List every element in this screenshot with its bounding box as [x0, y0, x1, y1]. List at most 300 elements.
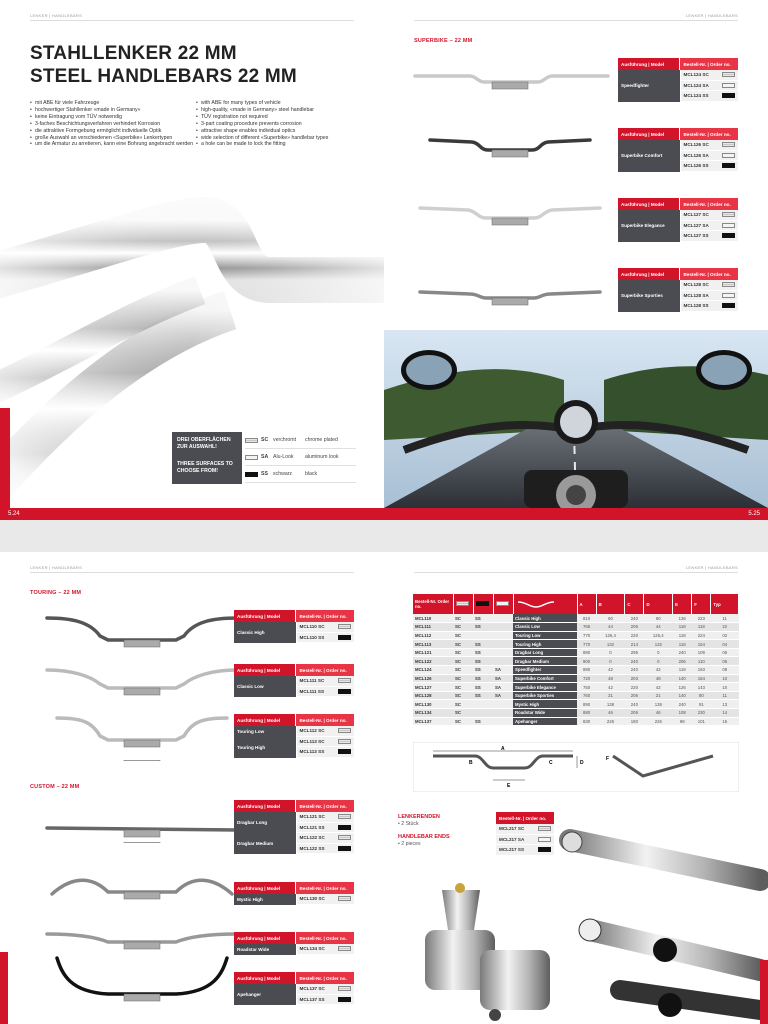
table-row — [297, 894, 355, 905]
table-row — [297, 984, 355, 995]
list-item: • hochwertiger Stahllenker «made in Germany» — [30, 107, 198, 114]
order-code: MCL124 SA — [683, 82, 709, 88]
dimension-cell: 800 — [577, 657, 596, 666]
dimension-cell: 830 — [577, 717, 596, 726]
order-table-header — [234, 800, 354, 812]
dimension-cell: 0 — [596, 648, 625, 657]
order-code: MCL111 SS — [299, 688, 325, 694]
dimension-cell: 60 — [596, 614, 625, 623]
dimension-cell: 765 — [577, 623, 596, 632]
dimension-cell: 230 — [692, 709, 711, 718]
table-row — [297, 823, 355, 834]
ss-cell: SS — [473, 666, 493, 675]
dimension-cell: 220 — [625, 631, 644, 640]
order-table-header — [234, 932, 354, 944]
dim-label-e: E — [507, 783, 511, 789]
order-table-header — [618, 58, 738, 70]
surface-swatch — [338, 678, 351, 683]
dimension-cell: 14 — [711, 709, 739, 718]
dimension-cell: 206 — [673, 657, 692, 666]
col-model: Ausführung | Model — [234, 664, 295, 676]
spec-col-b: B — [596, 594, 625, 614]
dimension-cell: 06 — [711, 657, 739, 666]
order-no-cell: MCL110 — [413, 614, 453, 623]
sc-cell: SC — [453, 691, 473, 700]
model-name: Dragbar Long — [234, 812, 296, 833]
col-model: Ausführung | Model — [234, 714, 295, 726]
surface-swatch — [338, 739, 351, 744]
page-title — [30, 42, 297, 88]
title-de: STAHLLENKER 22 MM — [30, 43, 237, 64]
order-code: MCL127 SA — [683, 222, 709, 228]
red-edge-tab — [0, 952, 8, 1024]
table-row — [297, 622, 355, 633]
dimension-cell: 220 — [625, 683, 644, 692]
section-title-touring: TOURING – 22 MM — [30, 590, 82, 596]
header-divider — [414, 20, 738, 21]
order-code: MCL126 SA — [683, 152, 709, 158]
surface-code: SA — [261, 454, 269, 460]
table-row — [681, 70, 739, 81]
order-no-cell: MCL128 — [413, 691, 453, 700]
surface-swatch — [722, 233, 735, 238]
dimension-cell: 22 — [711, 623, 739, 632]
dimension-cell: 240 — [625, 614, 644, 623]
order-table — [234, 972, 354, 1005]
feature-list-de — [30, 100, 198, 148]
dimension-cell: 0 — [644, 648, 673, 657]
section-title-custom: CUSTOM – 22 MM — [30, 784, 80, 790]
table-row — [297, 995, 355, 1006]
dimension-diagram — [413, 742, 739, 792]
order-code: MCL121 SS — [299, 824, 325, 830]
order-table-header — [618, 198, 738, 210]
section-title-superbike: SUPERBIKE – 22 MM — [414, 38, 473, 44]
dimension-cell: 890 — [577, 700, 596, 709]
bar-ends-title-en: HANDLEBAR ENDS — [398, 834, 450, 840]
black-swatch — [476, 601, 489, 606]
spec-col-shape — [513, 594, 577, 614]
bar-ends-text: LENKERENDEN • 2 Stück HANDLEBAR ENDS • 2 pieces — [398, 814, 450, 847]
dimension-cell: 206 — [625, 709, 644, 718]
spec-header-row — [413, 594, 739, 614]
chrome-swatch — [245, 438, 258, 443]
header-divider — [414, 572, 738, 573]
model-cell: Superbike Comfort — [513, 674, 577, 683]
table-row — [413, 683, 739, 692]
dimension-cell: 214 — [625, 640, 644, 649]
dimension-cell: 140 — [673, 674, 692, 683]
order-code: MCL217 SC — [499, 826, 525, 832]
model-cell: Touring Low — [513, 631, 577, 640]
dimension-cell: 108 — [673, 709, 692, 718]
table-row — [297, 737, 355, 748]
dimension-cell: 126 — [673, 683, 692, 692]
dimension-cell: 240 — [625, 700, 644, 709]
sc-cell: SC — [453, 709, 473, 718]
spec-col-a: A — [577, 594, 596, 614]
catalog-page-5-24 — [0, 0, 384, 520]
order-table — [234, 800, 354, 854]
bar-ends-order-header: Bestell-Nr. | Order no. — [496, 812, 554, 824]
sa-cell — [493, 709, 513, 718]
table-row — [413, 700, 739, 709]
surface-swatch — [338, 814, 351, 819]
sc-cell: SC — [453, 674, 473, 683]
table-row — [681, 81, 739, 92]
dimension-cell: 08 — [711, 666, 739, 675]
surface-swatch — [722, 72, 735, 77]
sa-cell: SA — [493, 674, 513, 683]
order-table — [234, 664, 354, 697]
dimension-cell: 0 — [596, 657, 625, 666]
surface-swatch — [338, 846, 351, 851]
model-name: Classic High — [234, 622, 296, 643]
surface-row-sc — [245, 432, 356, 449]
dimension-cell: 206 — [625, 691, 644, 700]
order-code: MCL127 SC — [683, 212, 709, 218]
ss-cell — [473, 709, 493, 718]
model-name: Touring High — [234, 737, 296, 758]
dimension-cell: 880 — [577, 648, 596, 657]
col-order: Bestell-Nr. | Order no. — [680, 58, 738, 70]
dimension-cell: 810 — [577, 614, 596, 623]
order-code: MCL217 SA — [499, 836, 525, 842]
sa-cell: SA — [493, 683, 513, 692]
ss-cell: SS — [473, 657, 493, 666]
dimension-cell: 132 — [644, 640, 673, 649]
surface-swatch — [338, 825, 351, 830]
col-model: Ausführung | Model — [234, 800, 295, 812]
sa-cell — [493, 700, 513, 709]
surface-swatch — [722, 303, 735, 308]
table-row — [297, 944, 355, 955]
model-name: Superbike Elegance — [618, 210, 680, 242]
table-row — [297, 687, 355, 698]
list-item: • attractive shape enables individual optics — [196, 128, 364, 135]
spec-col-e: E — [673, 594, 692, 614]
dimension-cell: 06 — [711, 648, 739, 657]
surface-swatch — [722, 223, 735, 228]
order-table — [618, 198, 738, 242]
sa-cell — [493, 631, 513, 640]
list-item: • um die Armatur zu arretieren, kann eine Bohrung angebracht werden — [30, 141, 198, 148]
ss-cell: SS — [473, 717, 493, 726]
dimension-cell: 42 — [644, 666, 673, 675]
table-row — [413, 666, 739, 675]
dim-label-d: D — [580, 760, 584, 766]
table-row — [413, 640, 739, 649]
dimension-cell: 21 — [596, 691, 625, 700]
page-header: LENKER | HANDLEBARS — [30, 13, 83, 18]
list-item: • keine Eintragung vom TÜV notwendig — [30, 114, 198, 121]
surface-swatch — [722, 212, 735, 217]
model-cell: Touring High — [513, 640, 577, 649]
surface-name-en: aluminum look — [305, 454, 339, 460]
order-table-header — [234, 972, 354, 984]
ss-cell: SS — [473, 691, 493, 700]
sc-cell: SC — [453, 614, 473, 623]
order-no-cell: MCL121 — [413, 648, 453, 657]
list-item: • high-quality, «made in Germany» steel handlebar — [196, 107, 364, 114]
order-code: MCL127 SS — [683, 233, 709, 239]
surface-name-de: Alu-Look — [273, 454, 294, 460]
table-row — [681, 140, 739, 151]
surface-swatch — [338, 689, 351, 694]
order-no-cell: MCL130 — [413, 700, 453, 709]
handlebar-image — [410, 130, 610, 164]
dimension-cell: 154 — [692, 640, 711, 649]
surface-swatch — [338, 946, 351, 951]
table-row — [681, 210, 739, 221]
order-table — [234, 714, 354, 758]
sc-cell: SC — [453, 640, 473, 649]
table-row — [297, 812, 355, 823]
table-row — [297, 633, 355, 644]
dimension-cell: 126,4 — [644, 631, 673, 640]
model-name: Touring Low — [234, 726, 296, 737]
sa-cell: SA — [493, 666, 513, 675]
ss-cell: SS — [473, 648, 493, 657]
footer-bar — [0, 508, 384, 520]
model-cell: Roadstar Wide — [513, 709, 577, 718]
list-item: • 3-part coating procedure prevents corrosion — [196, 121, 364, 128]
surface-swatch — [722, 153, 735, 158]
surface-swatch — [722, 142, 735, 147]
order-code: MCL126 SC — [683, 142, 709, 148]
order-table-header — [234, 714, 354, 726]
page-header: LENKER | HANDLEBARS — [30, 565, 83, 570]
table-row — [681, 91, 739, 102]
spec-col-sa — [493, 594, 513, 614]
dimension-cell: 760 — [577, 691, 596, 700]
order-code: MCL137 SC — [299, 986, 325, 992]
col-order: Bestell-Nr. | Order no. — [680, 268, 738, 280]
handlebar-image — [410, 280, 610, 314]
surface-swatch — [338, 997, 351, 1002]
dimension-cell: 80 — [692, 691, 711, 700]
page-header: LENKER | HANDLEBARS — [685, 13, 738, 18]
dimension-cell: 119 — [673, 666, 692, 675]
surface-swatch — [722, 282, 735, 287]
table-row — [413, 657, 739, 666]
red-edge-tab — [0, 408, 10, 508]
dimension-cell: 91 — [692, 700, 711, 709]
ss-cell: SS — [473, 683, 493, 692]
sc-cell: SC — [453, 717, 473, 726]
dimension-cell: 770 — [577, 631, 596, 640]
dimension-cell: 10 — [711, 674, 739, 683]
dimension-cell: 203 — [625, 674, 644, 683]
order-code: MCL124 SS — [683, 93, 709, 99]
table-row — [681, 221, 739, 232]
dimension-cell: 770 — [577, 640, 596, 649]
dimension-cell: 750 — [577, 683, 596, 692]
col-order: Bestell-Nr. | Order no. — [296, 800, 354, 812]
model-cell: Classic High — [513, 614, 577, 623]
order-table-header — [618, 128, 738, 140]
dimension-cell: 880 — [577, 666, 596, 675]
table-row — [681, 301, 739, 312]
col-order: Bestell-Nr. | Order no. — [680, 198, 738, 210]
dimension-cell: 44 — [596, 623, 625, 632]
table-row — [413, 709, 739, 718]
order-code: MCL137 SS — [299, 996, 325, 1002]
table-row — [413, 717, 739, 726]
sc-cell: SC — [453, 666, 473, 675]
dimension-cell: 42 — [596, 683, 625, 692]
model-cell: Classic Low — [513, 623, 577, 632]
model-name: Dragbar Medium — [234, 833, 296, 854]
table-row — [297, 747, 355, 758]
sc-cell: SC — [453, 683, 473, 692]
col-model: Ausführung | Model — [618, 128, 679, 140]
model-cell: Dragbar Medium — [513, 657, 577, 666]
handlebar-shape-icon — [516, 599, 556, 609]
col-order: Bestell-Nr. | Order no. — [296, 664, 354, 676]
surface-name-en: black — [305, 471, 318, 477]
table-row — [413, 623, 739, 632]
model-name: Classic Low — [234, 676, 296, 697]
surface-swatch — [722, 93, 735, 98]
dimension-cell: 143 — [692, 683, 711, 692]
bar-ends-title-de: LENKERENDEN — [398, 814, 440, 820]
handlebar-image — [42, 660, 242, 704]
dimension-cell: 140 — [673, 691, 692, 700]
sc-cell: SC — [453, 648, 473, 657]
header-divider — [30, 572, 354, 573]
dim-label-f: F — [606, 756, 610, 762]
table-row — [681, 231, 739, 242]
surface-label-en: THREE SURFACES TO CHOOSE FROM! — [177, 461, 233, 474]
surface-row-sa — [245, 449, 356, 466]
col-order: Bestell-Nr. | Order no. — [296, 610, 354, 622]
order-table-header — [618, 268, 738, 280]
handlebar-image — [42, 870, 242, 906]
spec-col-d: D — [644, 594, 673, 614]
order-code: MCL113 SC — [299, 738, 325, 744]
dimension-cell: 109 — [692, 648, 711, 657]
catalog-page-5-25 — [384, 0, 768, 520]
dimension-cell: 48 — [644, 674, 673, 683]
handlebar-image — [42, 954, 242, 1004]
col-order: Bestell-Nr. | Order no. — [296, 714, 354, 726]
bar-ends-qty-de: 2 Stück — [401, 821, 419, 827]
model-name: Superbike Comfort — [618, 140, 680, 172]
order-no-cell: MCL122 — [413, 657, 453, 666]
model-name: Roadstar Wide — [234, 944, 296, 955]
dimension-cell: 138 — [644, 700, 673, 709]
order-table-header — [234, 610, 354, 622]
dimension-cell: 48 — [596, 674, 625, 683]
surface-swatch — [338, 896, 351, 901]
table-row — [297, 844, 355, 855]
sa-cell — [493, 640, 513, 649]
dimension-cell: 295 — [625, 648, 644, 657]
surface-swatch — [338, 728, 351, 733]
dimension-cell: 46 — [596, 709, 625, 718]
order-no-cell: MCL134 — [413, 709, 453, 718]
dim-label-a: A — [501, 746, 505, 752]
dimension-cell: 164 — [692, 674, 711, 683]
spec-col-order: Bestell-Nr. Order no. — [413, 594, 453, 614]
col-order: Bestell-Nr. | Order no. — [296, 882, 354, 894]
dimension-cell: 10 — [711, 683, 739, 692]
order-code: MCL122 SC — [299, 835, 325, 841]
spec-col-f: F — [692, 594, 711, 614]
dimension-cell: 224 — [692, 631, 711, 640]
dimension-cell: 138 — [596, 700, 625, 709]
ss-cell: SS — [473, 640, 493, 649]
surface-options-label — [172, 432, 242, 484]
handlebar-image — [42, 712, 242, 756]
page-number: 5.25 — [748, 511, 760, 517]
page-header: LENKER | HANDLEBARS — [685, 565, 738, 570]
dimension-cell: 46 — [644, 709, 673, 718]
sc-cell: SC — [453, 631, 473, 640]
table-row — [413, 691, 739, 700]
order-table — [234, 610, 354, 643]
sc-cell: SC — [453, 657, 473, 666]
order-code: MCL121 SC — [299, 814, 325, 820]
spec-col-sc — [453, 594, 473, 614]
col-order: Bestell-Nr. | Order no. — [296, 972, 354, 984]
dimension-cell: 42 — [644, 683, 673, 692]
order-no-cell: MCL112 — [413, 631, 453, 640]
order-code: MCL126 SS — [683, 163, 709, 169]
order-no-cell: MCL124 — [413, 666, 453, 675]
dimension-cell: 11 — [711, 691, 739, 700]
model-name: Mystic High — [234, 894, 296, 905]
dimension-cell: 118 — [673, 640, 692, 649]
sa-cell — [493, 657, 513, 666]
list-item: • die attraktive Formgebung ermöglicht individuelle Optik — [30, 128, 198, 135]
sa-cell: SA — [493, 691, 513, 700]
dimension-cell: 110 — [692, 657, 711, 666]
table-row — [297, 726, 355, 737]
order-code: MCL113 SS — [299, 749, 325, 755]
order-no-cell: MCL137 — [413, 717, 453, 726]
list-item: • mit ABE für viele Fahrzeuge — [30, 100, 198, 107]
order-code: MCL122 SS — [299, 845, 325, 851]
sa-cell — [493, 623, 513, 632]
dimension-cell: 206 — [625, 623, 644, 632]
ss-cell: SS — [473, 623, 493, 632]
model-cell: Superbike Sporties — [513, 691, 577, 700]
model-cell: Superbike Elegance — [513, 683, 577, 692]
model-cell: Mystic High — [513, 700, 577, 709]
order-no-cell: MCL111 — [413, 623, 453, 632]
spec-col-c: C — [625, 594, 644, 614]
surface-swatch — [722, 293, 735, 298]
col-model: Ausführung | Model — [234, 972, 295, 984]
order-code: MCL128 SC — [683, 282, 709, 288]
order-code: MCL128 SS — [683, 303, 709, 309]
alu-swatch — [245, 455, 258, 460]
order-no-cell: MCL127 — [413, 683, 453, 692]
table-row — [681, 291, 739, 302]
table-row — [413, 614, 739, 623]
order-code: MCL134 SC — [299, 946, 325, 952]
header-divider — [30, 20, 354, 21]
sa-cell — [493, 648, 513, 657]
dimension-cell: 720 — [577, 674, 596, 683]
list-item: • TÜV registration not required — [196, 114, 364, 121]
handlebar-image — [410, 62, 610, 96]
dimension-cell: 98 — [673, 717, 692, 726]
dimension-cell: 42 — [596, 666, 625, 675]
dimension-cell: 04 — [711, 640, 739, 649]
